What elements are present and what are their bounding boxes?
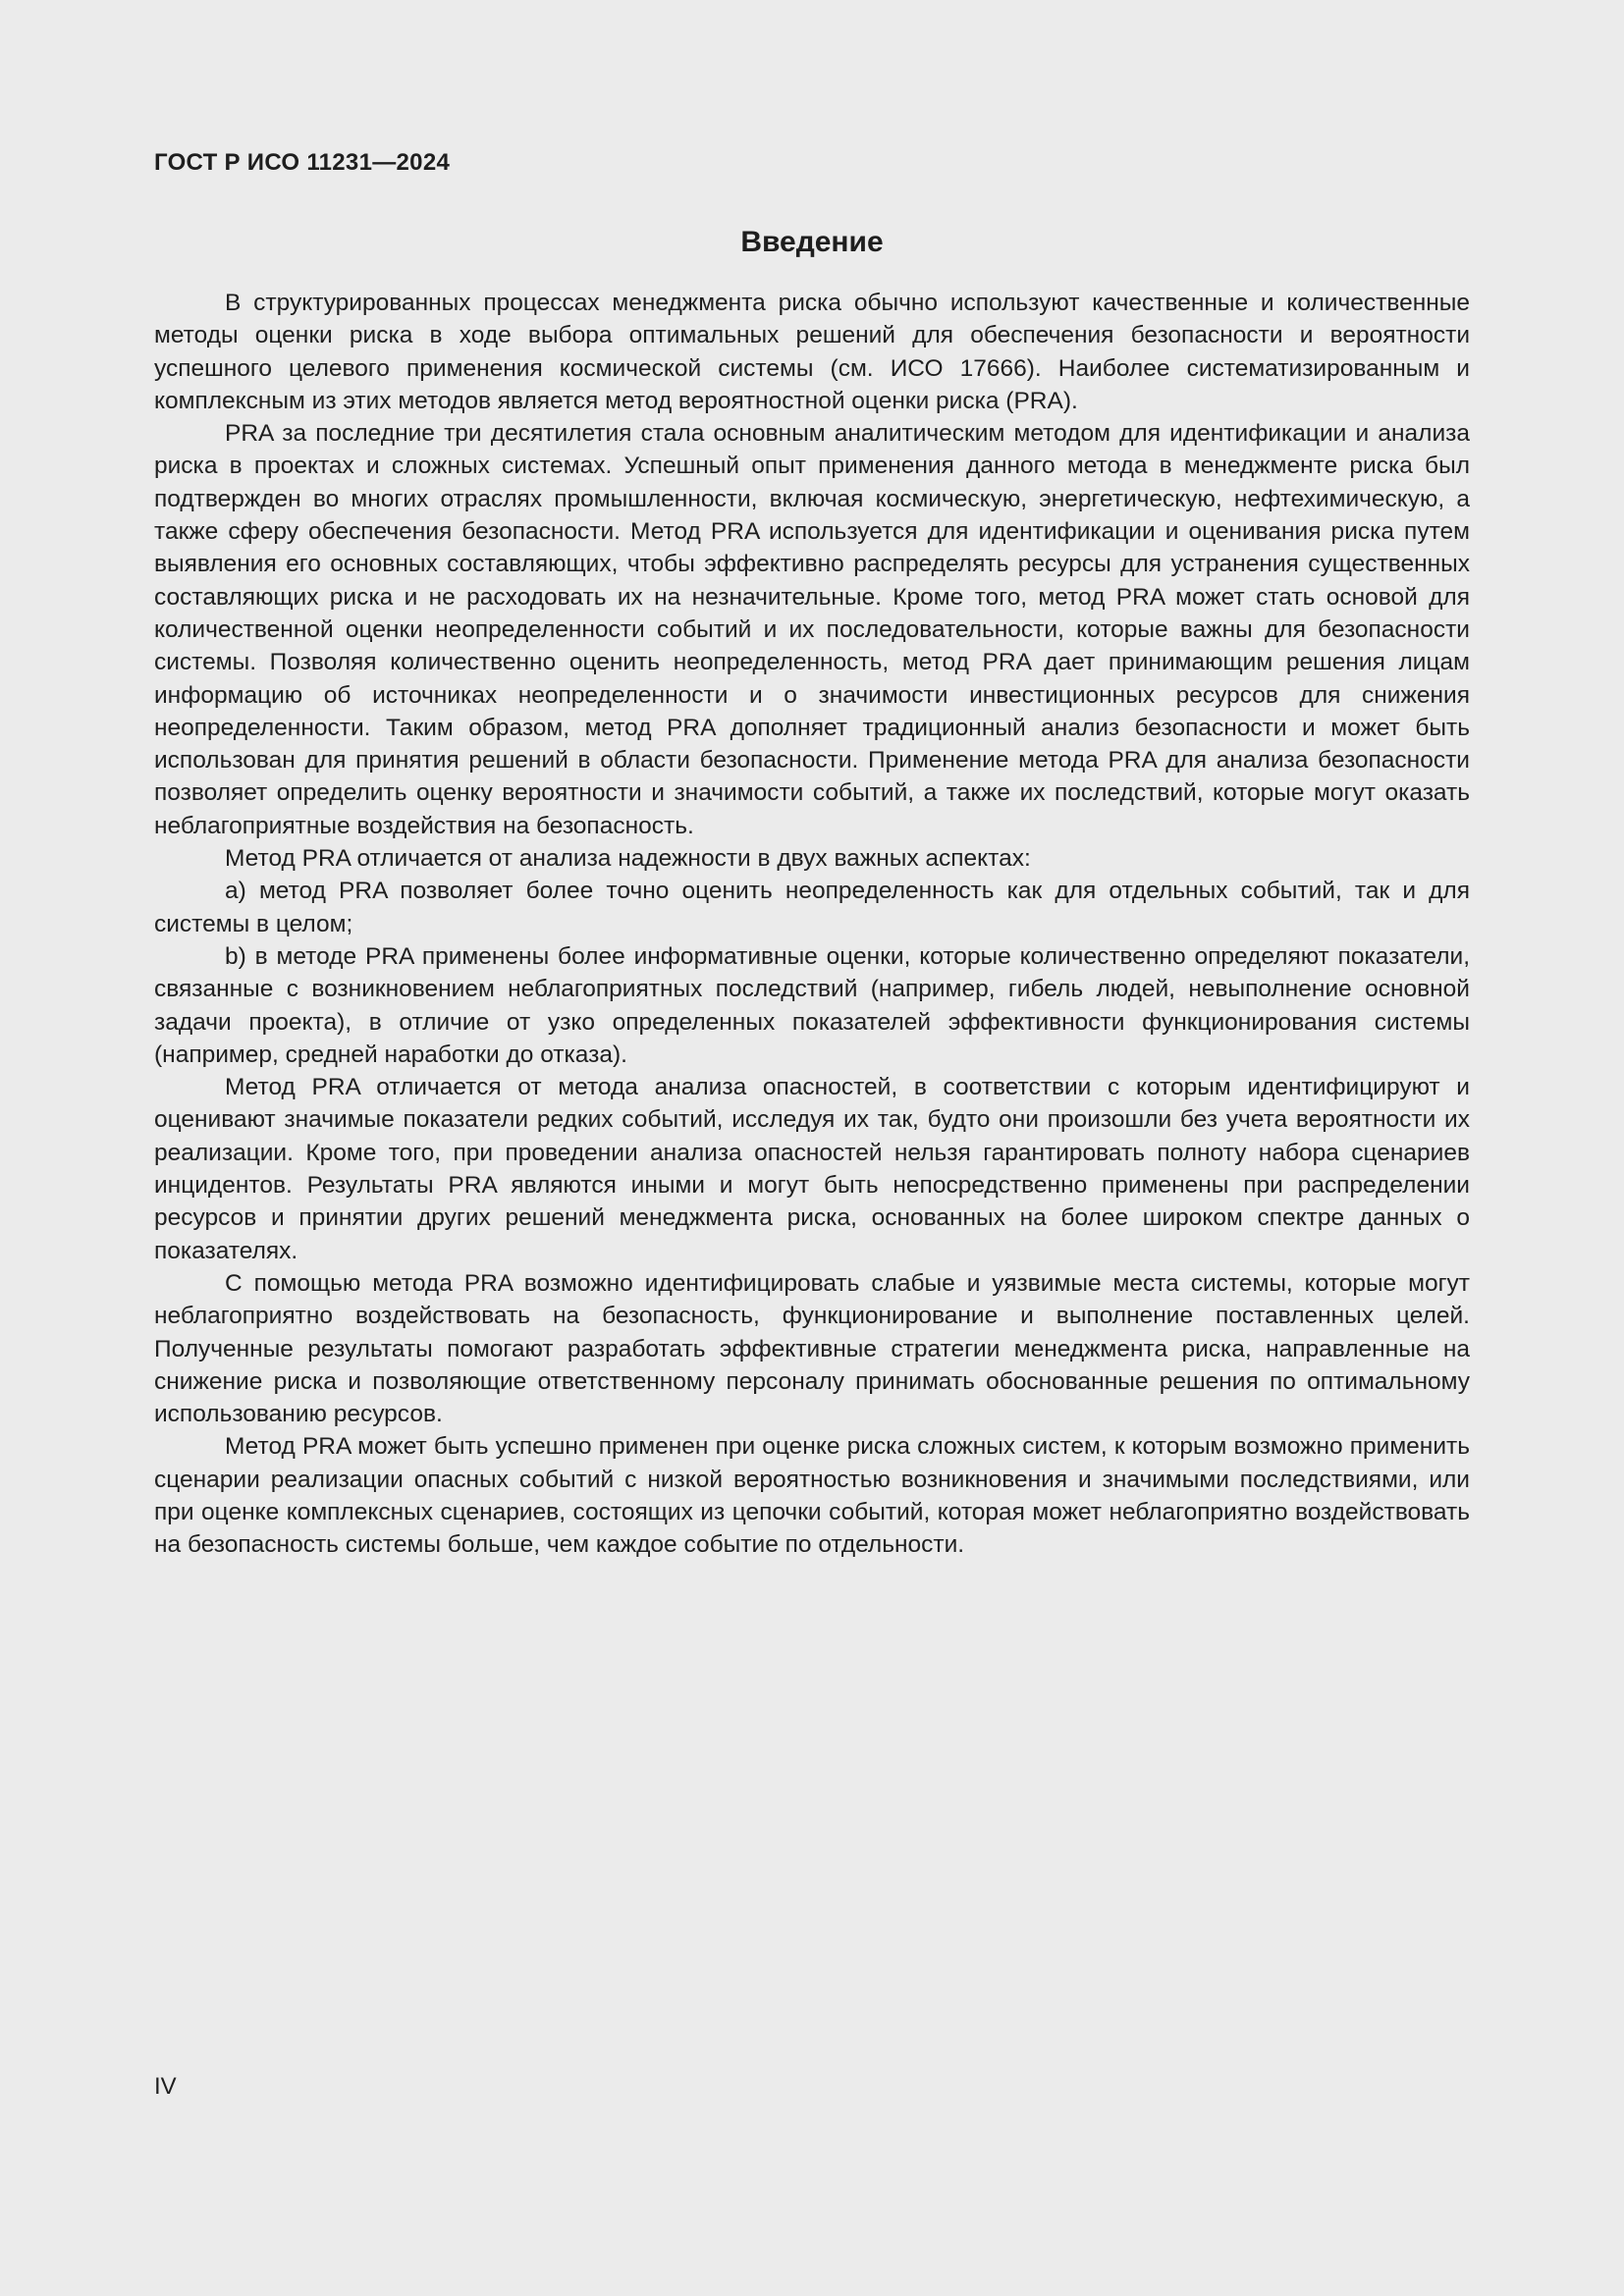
paragraph: Метод PRA может быть успешно применен при оценке риска сложных систем, к которым возможно применить сценарии реализации опасных событий с низкой вероятностью возникновения и значимыми последствиями, или при оценке комплексных сценариев, состоящих из цепочки событий, которая может неблагоприятно воздействовать на безопасность системы больше, чем каждое событие по отдельности. <box>154 1433 1470 1559</box>
list-item-text: в методе PRA применены более информативные оценки, которые количественно определяют показатели, связанные с возникновением неблагоприятных последствий (например, гибель людей, невыполнение основной задачи проекта), в отличие от узко определенных показателей эффективности функционирования системы (например, средней наработки до отказа). <box>154 942 1470 1068</box>
document-id: ГОСТ Р ИСО 11231—2024 <box>154 149 451 176</box>
paragraph: С помощью метода PRA возможно идентифицировать слабые и уязвимые места системы, которые могут неблагоприятно воздействовать на безопасность, функционирование и выполнение поставленных целей. Полученные результаты помогают разработать эффективные стратегии менеджмента риска, направленные на снижение риска и позволяющие ответственному персоналу принимать обоснованные решения по оптимальному использованию ресурсов. <box>154 1269 1470 1428</box>
body-text <box>154 287 1470 1562</box>
list-item-text: метод PRA позволяет более точно оценить неопределенность как для отдельных событий, так и для системы в целом; <box>154 878 1470 937</box>
list-item <box>154 875 1470 940</box>
list-item-label: a) <box>225 878 246 905</box>
paragraph: Метод PRA отличается от анализа надежности в двух важных аспектах: <box>225 845 1031 873</box>
list-item <box>154 940 1470 1071</box>
section-title: Введение <box>740 226 884 258</box>
paragraph: PRA за последние три десятилетия стала основным аналитическим методом для идентификации и анализа риска в проектах и сложных системах. Успешный опыт применения данного метода в менеджменте риска был подтвержден во многих отраслях промышленности, включая космическую, энергетическую, нефтехимическую, а также сферу обеспечения безопасности. Метод PRA используется для идентификации и оценивания риска путем выявления его основных составляющих, чтобы эффективно распределять ресурсы для устранения существенных составляющих риска и не расходовать их на незначительные. Кроме того, метод PRA может стать основой для количественной оценки неопределенности событий и их последовательности, которые важны для безопасности системы. Позволяя количественно оценить неопределенность, метод PRA дает принимающим решения лицам информацию об источниках неопределенности и о значимости инвестиционных ресурсов для снижения неопределенности. Таким образом, метод PRA дополняет традиционный анализ безопасности и может быть использован для принятия решений в области безопасности. Применение метода PRA для анализа безопасности позволяет определить оценку вероятности и значимости событий, а также их последствий, которые могут оказать неблагоприятные воздействия на безопасность. <box>154 420 1470 839</box>
paragraph: В структурированных процессах менеджмента риска обычно используют качественные и количественные методы оценки риска в ходе выбора оптимальных решений для обеспечения безопасности и вероятности успешного целевого применения космической системы (см. ИСО 17666). Наиболее систематизированным и комплексным из этих методов является метод вероятностной оценки риска (PRA). <box>154 290 1470 414</box>
page-number: IV <box>154 2073 177 2100</box>
list-item-label: b) <box>225 942 246 970</box>
paragraph: Метод PRA отличается от метода анализа опасностей, в соответствии с которым идентифицируют и оценивают значимые показатели редких событий, исследуя их так, будто они произошли без учета вероятности их реализации. Кроме того, при проведении анализа опасностей нельзя гарантировать полноту набора сценариев инцидентов. Результаты PRA являются иными и могут быть непосредственно применены при распределении ресурсов и принятии других решений менеджмента риска, основанных на более широком спектре данных о показателях. <box>154 1074 1470 1264</box>
